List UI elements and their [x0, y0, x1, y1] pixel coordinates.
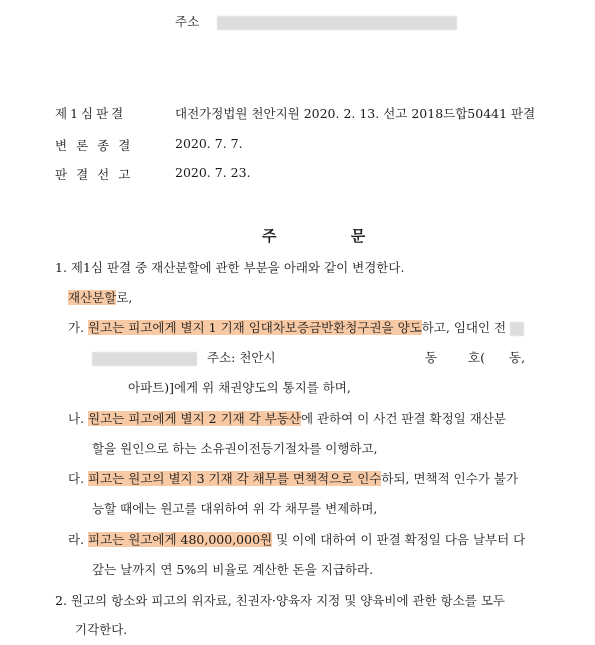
case-info-label-1: 제1심판결	[55, 106, 127, 121]
redacted-name	[510, 322, 524, 336]
item-ra	[68, 530, 525, 548]
item-da	[68, 469, 518, 487]
item-da-line2: 능할 때에는 원고를 대위하여 위 각 채무를 변제하며,	[92, 501, 378, 516]
ga-dong: 동	[425, 350, 438, 365]
address-row	[175, 12, 457, 30]
highlight-da: 피고는 원고의 별지 3 기재 각 채무를 면책적으로 인수	[88, 471, 382, 486]
case-info-label-2: 변론종결	[55, 138, 140, 153]
section-title: 주 문	[262, 227, 368, 245]
ga-dong2: 동,	[509, 350, 526, 365]
marker-ga: 가.	[68, 320, 85, 335]
highlight-property-division: 재산분할	[68, 290, 117, 305]
item-ga-line2	[92, 348, 276, 366]
item-2: 2. 원고의 항소와 피고의 위자료, 친권자·양육자 지정 및 양육비에 관한 항소를 모두	[55, 593, 505, 608]
case-info-value-2: 2020. 7. 7.	[175, 136, 243, 151]
item-ga	[68, 318, 524, 336]
marker-da: 다.	[68, 471, 85, 486]
item-na	[68, 409, 506, 427]
highlight-na: 원고는 피고에게 별지 2 기재 각 부동산	[88, 411, 301, 426]
intro-line	[68, 288, 132, 306]
item-2-line2: 기각한다.	[75, 622, 128, 637]
item-1: 1. 제1심 판결 중 재산분할에 관한 부분을 아래와 같이 변경한다.	[55, 260, 405, 275]
highlight-ga: 원고는 피고에게 별지 1 기재 임대차보증금반환청구권을 양도	[88, 320, 422, 335]
case-info-value-3: 2020. 7. 23.	[175, 165, 251, 180]
highlight-ra: 피고는 원고에게 480,000,000원	[88, 532, 273, 547]
item-na-line2: 할을 원인으로 하는 소유권이전등기절차를 이행하고,	[92, 441, 378, 456]
da-rest: 하되, 면책적 인수가 불가	[381, 471, 519, 486]
marker-ra: 라.	[68, 532, 85, 547]
marker-na: 나.	[68, 411, 85, 426]
ga-ho: 호(	[468, 350, 485, 365]
case-info-label-3: 판결선고	[55, 167, 140, 182]
na-rest: 에 관하여 이 사건 판결 확정일 재산분	[300, 411, 506, 426]
ga-rest: 하고, 임대인 전	[421, 320, 507, 335]
case-info-value-1: 대전가정법원 천안지원 2020. 2. 13. 선고 2018드합50441 판결	[175, 106, 536, 121]
address-label: 주소	[175, 14, 200, 29]
intro-rest: 로,	[116, 290, 133, 305]
ra-rest: 및 이에 대하여 이 판결 확정일 다음 날부터 다	[272, 532, 526, 547]
item-ra-line2: 갚는 날까지 연 5%의 비율로 계산한 돈을 지급하라.	[92, 562, 374, 577]
item-ga-line3: 아파트)]에게 위 채권양도의 통지를 하며,	[128, 380, 351, 395]
ga-address-label: 주소: 천안시	[206, 350, 276, 365]
redacted-landlord	[92, 352, 197, 366]
redacted-address	[217, 16, 457, 30]
